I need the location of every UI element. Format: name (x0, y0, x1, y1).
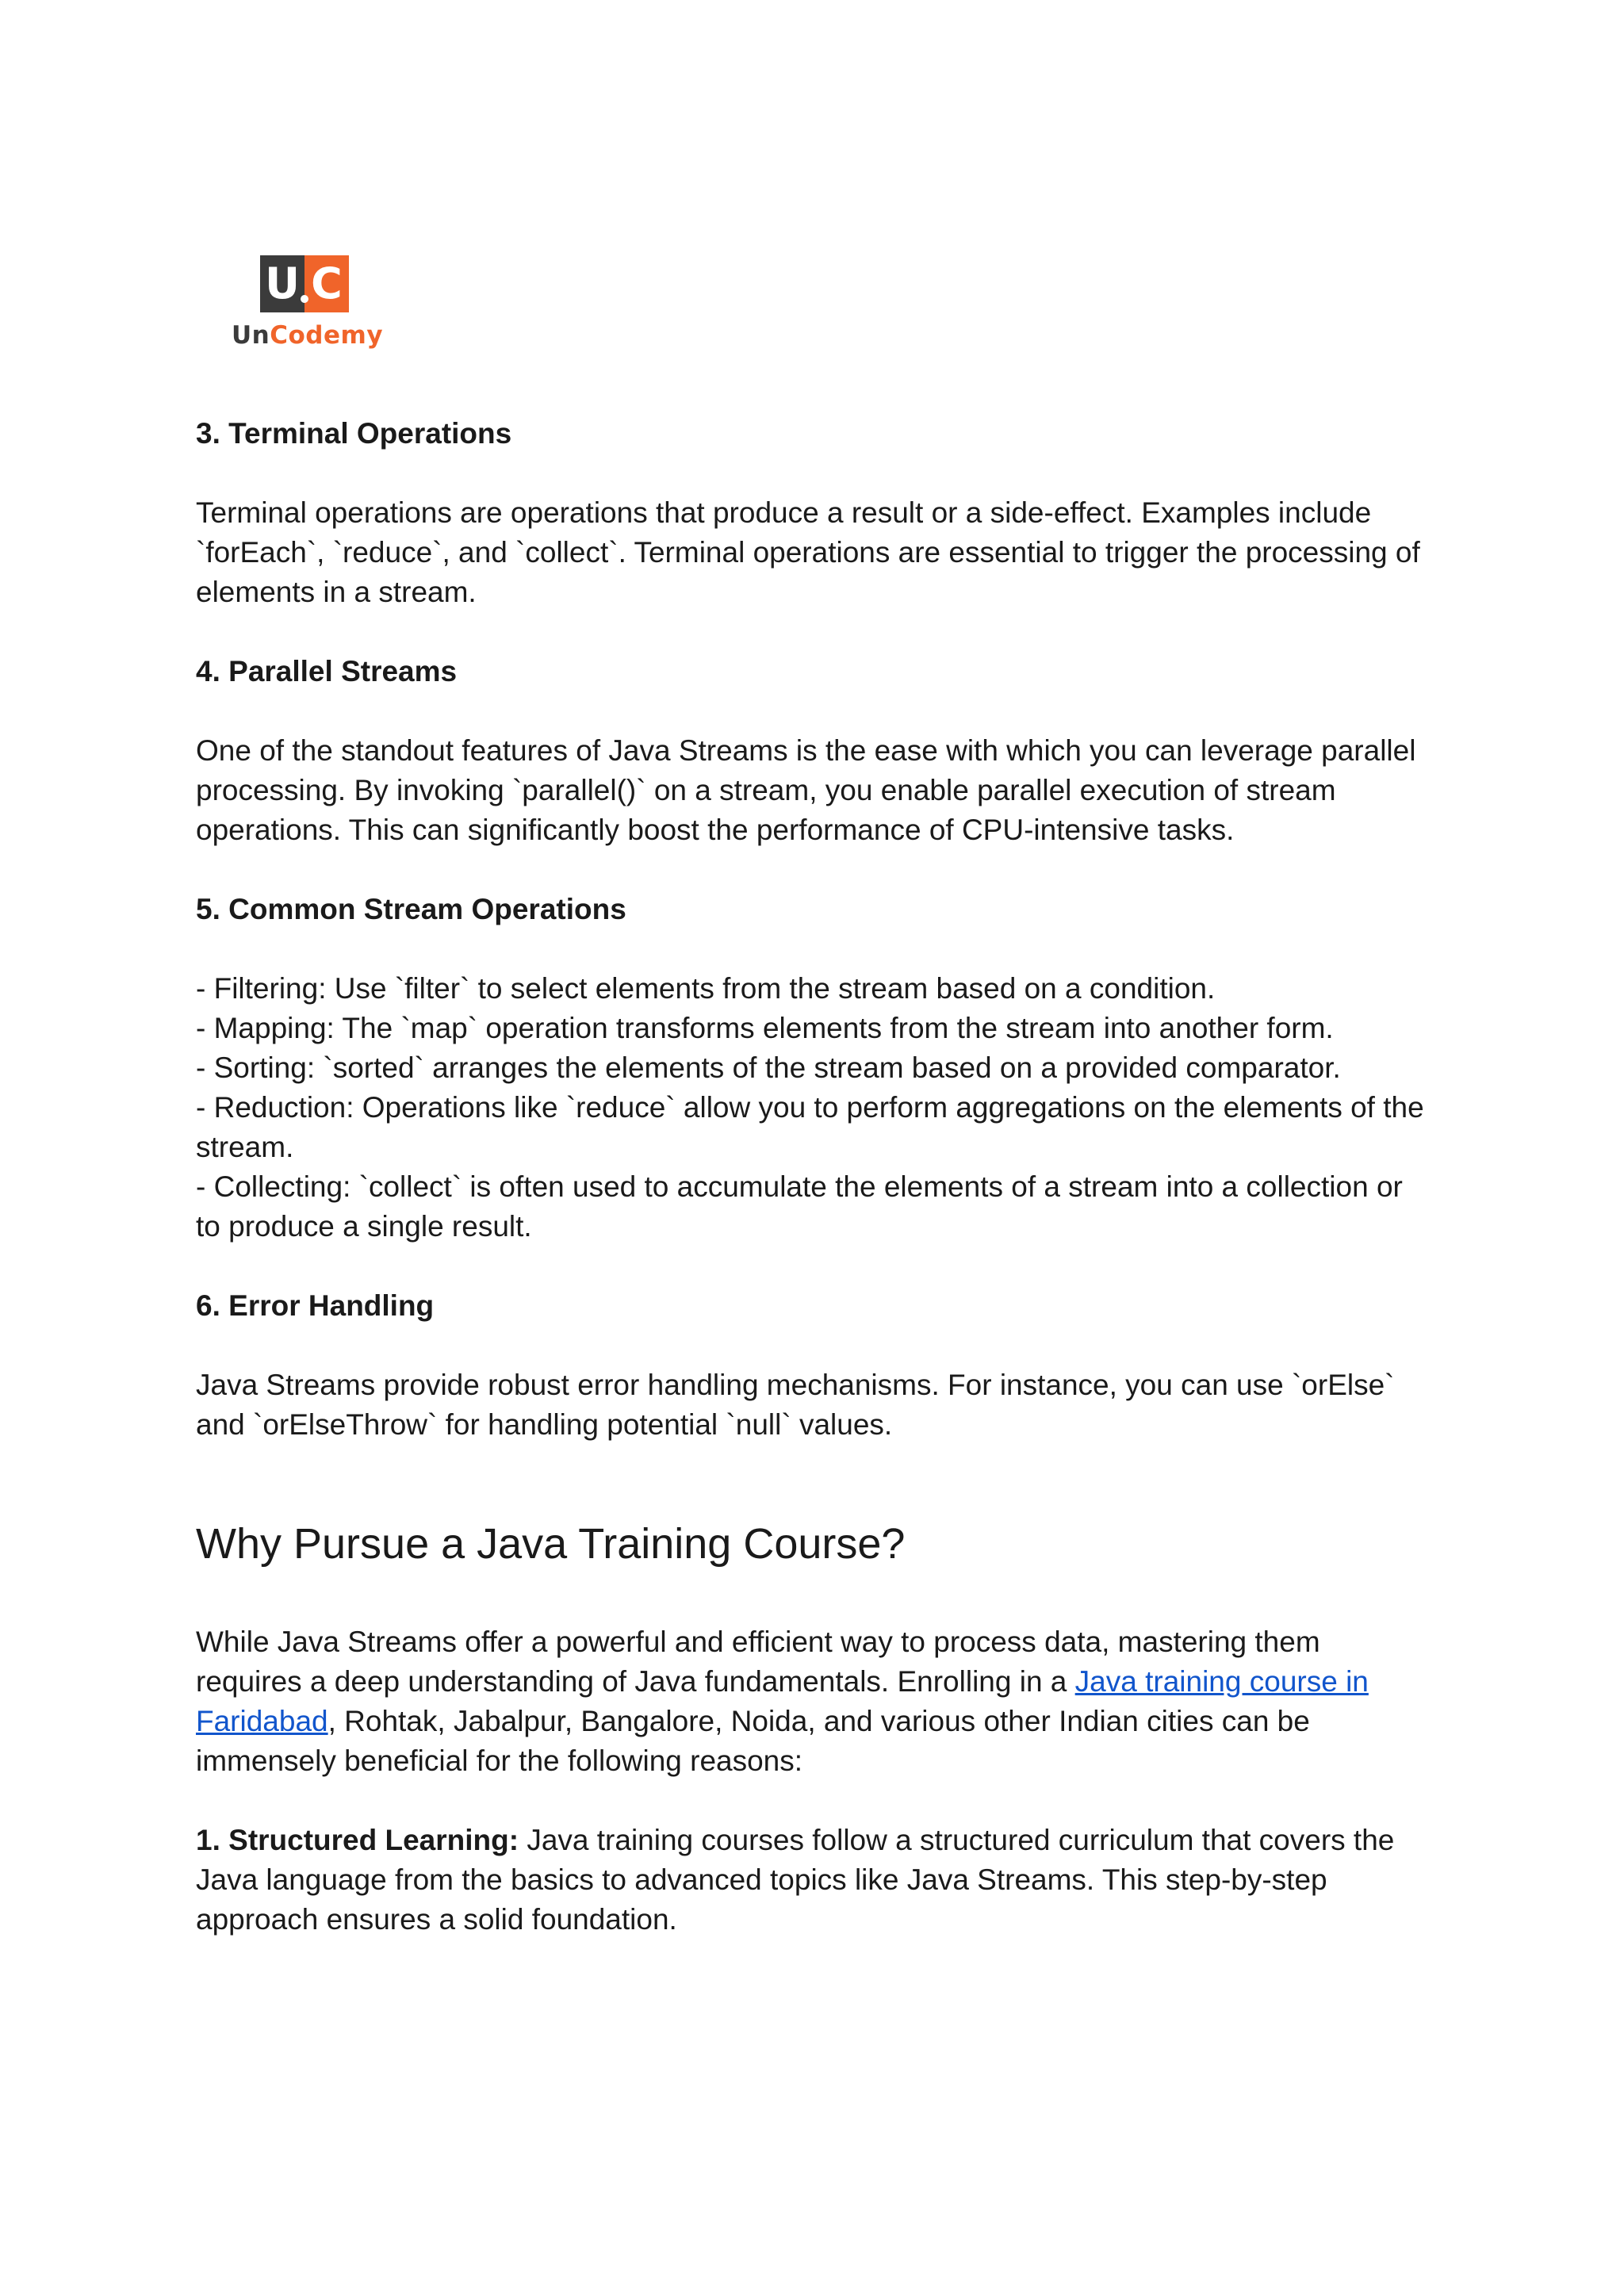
java-training-course-link[interactable]: Java training course in Faridabad (196, 1665, 1369, 1737)
point-text: Java training courses follow a structured curriculum that covers the Java language from the basics to advanced topics like Java Streams. This step-by-step approach ensures a solid foundation. (196, 1824, 1395, 1936)
why-intro (196, 1622, 1433, 1781)
logo-letter-c: C (304, 255, 349, 312)
why-heading: Why Pursue a Java Training Course? (196, 1520, 906, 1568)
why-intro-after: , Rohtak, Jabalpur, Bangalore, Noida, and various other Indian cities can be immensely beneficial for the following reasons: (196, 1705, 1310, 1777)
section-heading-common: 5. Common Stream Operations (196, 893, 626, 925)
section-heading-terminal: 3. Terminal Operations (196, 417, 512, 450)
logo-mark (260, 255, 349, 312)
uncodemy-logo (232, 255, 382, 352)
why-intro-before: While Java Streams offer a powerful and efficient way to process data, mastering them requires a deep understanding of Java fundamentals. Enrolling in a (196, 1626, 1320, 1698)
point-structured-learning (196, 1821, 1433, 1940)
section-heading-parallel: 4. Parallel Streams (196, 655, 458, 687)
list-item-collecting: - Collecting: `collect` is often used to accumulate the elements of a stream into a collection or to produce a single result. (196, 1170, 1403, 1243)
list-item-sorting: - Sorting: `sorted` arranges the elements of the stream based on a provided comparator. (196, 1051, 1341, 1084)
logo-letter-u: U (260, 255, 304, 312)
logo-word-un: Un (232, 321, 270, 350)
list-item-mapping: - Mapping: The `map` operation transforms elements from the stream into another form. (196, 1012, 1334, 1044)
point-label: 1. Structured Learning: (196, 1824, 519, 1856)
logo-word-codemy: Codemy (270, 321, 384, 350)
section-body-error: Java Streams provide robust error handling mechanisms. For instance, you can use `orElse` and `orElseThrow` for handling potential `null` values. (196, 1369, 1395, 1441)
list-item-reduction: - Reduction: Operations like `reduce` allow you to perform aggregations on the elements of the stream. (196, 1091, 1424, 1163)
list-item-filtering: - Filtering: Use `filter` to select elements from the stream based on a condition. (196, 972, 1216, 1005)
section-body-terminal: Terminal operations are operations that produce a result or a side-effect. Examples include `forEach`, `reduce`, and `collect`. Terminal operations are essential to trigger the processing of elements in a stream. (196, 496, 1420, 608)
document-content (196, 414, 1433, 1940)
section-heading-error: 6. Error Handling (196, 1289, 435, 1322)
logo-wordmark (232, 321, 390, 350)
logo-dot (301, 295, 308, 303)
section-body-parallel: One of the standout features of Java Streams is the ease with which you can leverage parallel processing. By invoking `parallel()` on a stream, you enable parallel execution of stream operations. This can significantly boost the performance of CPU-intensive tasks. (196, 734, 1416, 846)
